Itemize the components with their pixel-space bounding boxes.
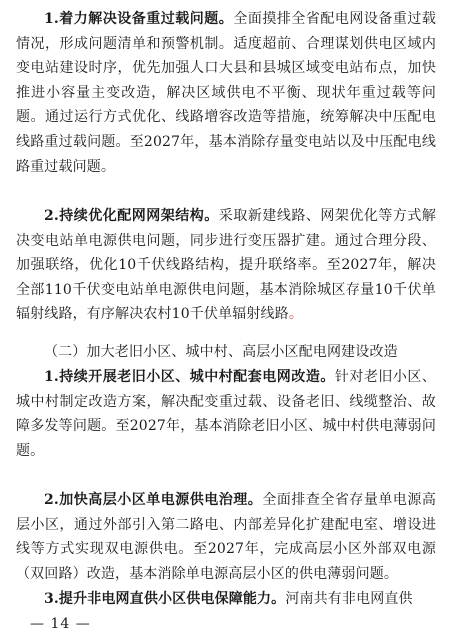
paragraph-body: 全面排查全省存量单电源高层小区，通过外部引入第二路电、内部差异化扩建配电室、增设进线等方式实现双电源供电。至2027年，完成高层小区外部双电源（双回路）改造，基本消除单电源高层小区的供电薄弱问题。: [16, 492, 436, 582]
section-heading: （二）加大老旧小区、城中村、高层小区配电网建设改造: [44, 344, 398, 360]
paragraph-equipment-overload: [16, 7, 436, 179]
paragraph-non-direct-supply: [16, 587, 436, 612]
paragraph-body: 河南共有非电网直供: [285, 591, 413, 607]
paragraph-old-community: [16, 365, 436, 463]
paragraph-lead: 3.提升非电网直供小区供电保障能力。: [44, 591, 286, 607]
paragraph-grid-structure: [16, 204, 436, 327]
paragraph-tail-mark: 。: [288, 306, 303, 323]
paragraph-lead: 1.着力解决设备重过载问题。: [44, 11, 234, 27]
paragraph-lead: 1.持续开展老旧小区、城中村配套电网改造。: [44, 369, 335, 385]
paragraph-lead: 2.持续优化配网网架结构。: [44, 208, 219, 224]
paragraph-body: 针对老旧小区、城中村制定改造方案，解决配变重过载、设备老旧、线缆整治、故障多发等问题。至2027年，基本消除老旧小区、城中村供电薄弱问题。: [16, 369, 436, 459]
paragraph-body: 全面摸排全省配电网设备重过载情况，形成问题清单和预警机制。适度超前、合理谋划供电区域内变电站建设时序，优先加强人口大县和县城区域变电站布点，加快推进小容量主变改造，解决区域供电不平衡、现状年重过载等问题。通过运行方式优化、线路增容改造等措施，统筹解决中压配电线路重过载问题。至2027年，基本消除存量变电站以及中压配电线路重过载问题。: [16, 11, 436, 175]
paragraph-high-rise: [16, 488, 436, 586]
page-number: — 14 —: [30, 616, 91, 632]
paragraph-lead: 2.加快高层小区单电源供电治理。: [44, 492, 263, 508]
paragraph-body: 采取新建线路、网架优化等方式解决变电站单电源供电问题，同步进行变压器扩建。通过合理分段、加强联络，优化10千伏线路结构，提升联络率。至2027年，解决全部110千伏变电站单电源供电问题，基本消除城区存量10千伏单辐射线路，有序解决农村10千伏单辐射线路: [16, 208, 437, 323]
